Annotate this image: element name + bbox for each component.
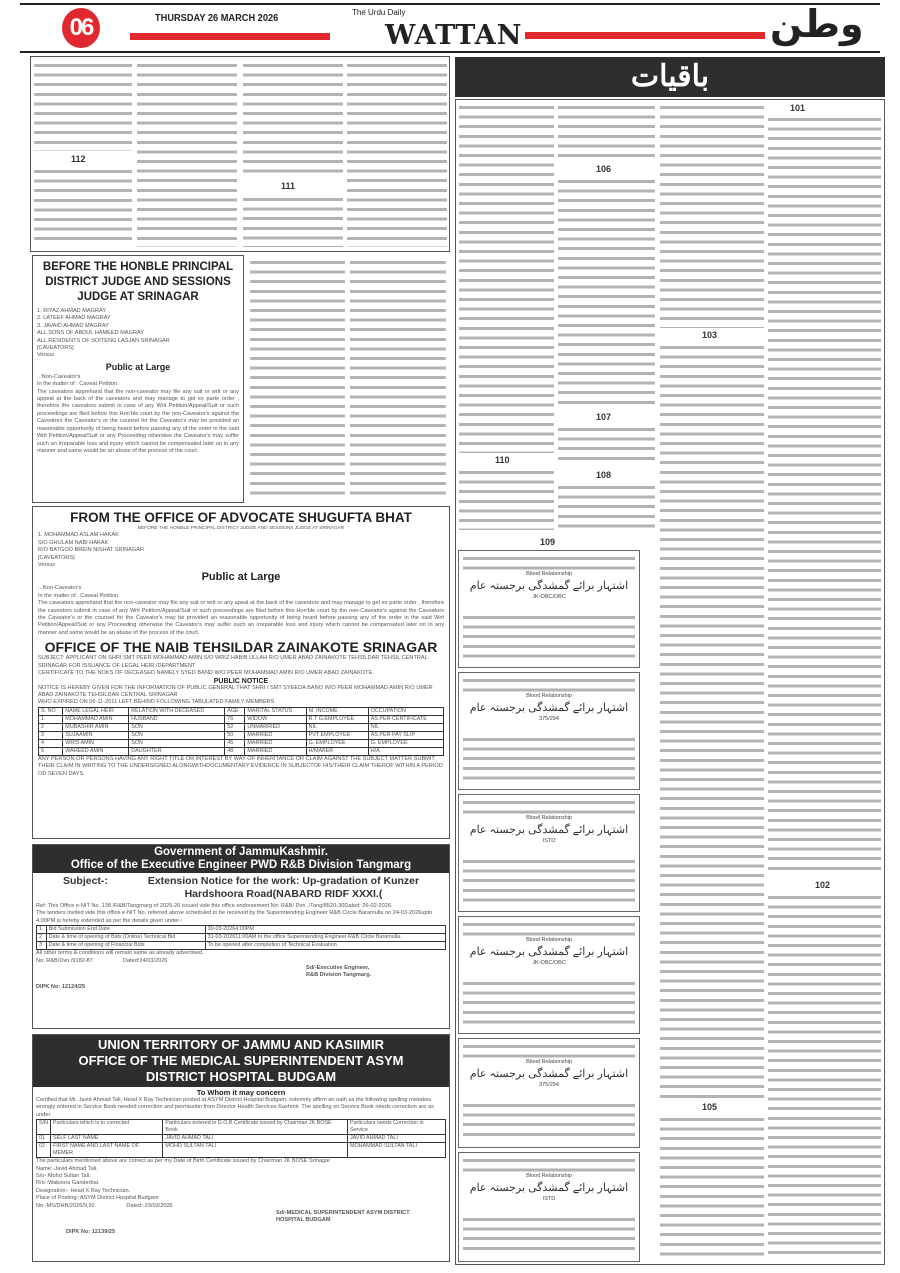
classified-heading: اشتہار برائے گمشدگی برجستہ عام xyxy=(469,824,629,836)
party-line: ALL SONS OF ABDUL HAMEED MAGRAY xyxy=(37,330,145,337)
table-cell: 02 xyxy=(37,1143,51,1158)
story-number: 103 xyxy=(702,330,718,340)
correction-table xyxy=(36,1119,446,1158)
tehsildar-title: OFFICE OF THE NAIB TEHSILDAR ZAINAKOTE SRINAGAR xyxy=(44,639,438,656)
table-cell: 2 xyxy=(37,934,47,942)
english-term: Blood Relationship xyxy=(526,1059,572,1065)
urdu-column xyxy=(660,343,764,1098)
classified-heading: اشتہار برائے گمشدگی برجستہ عام xyxy=(469,946,629,958)
page-number-badge: 06 xyxy=(62,8,100,48)
terms: All other terms & conditions will remain same as already advertised. xyxy=(36,950,204,957)
table-cell: HUSBAND xyxy=(129,715,225,723)
party-line: R/o-:Wakoora Ganderbal. xyxy=(36,1180,100,1187)
party-line: Designation:- Head X Ray Technician. xyxy=(36,1187,131,1194)
urdu-column xyxy=(558,425,655,465)
after-text: The particulars mentioned above are correct as per my Date of Birth Certificate issued by Chairman JK BOSE Srinagar xyxy=(36,1158,331,1165)
intro: The tenders invited vide this office e-NIT No. referred above scheduled to be received by the Superintending Engineer R&B Circle Baramulla on 24-03-2026upto 4.00PM is hereby extended as per the details given under-: xyxy=(36,910,433,924)
party-line: Name:-Javid Ahmad Tali. xyxy=(36,1165,98,1172)
table-cell: MOHAMMAD SULTAN TALI xyxy=(347,1143,445,1158)
classified-ad xyxy=(458,672,640,790)
classified-ad xyxy=(458,1152,640,1262)
classified-ad xyxy=(458,794,640,912)
table-row xyxy=(39,715,444,723)
matter: In the matter of : Caveat Petition. xyxy=(38,592,120,599)
urdu-column xyxy=(660,103,764,328)
party-line: S/o-:Mohd Sultan Tali. xyxy=(36,1173,91,1180)
story-number: 102 xyxy=(815,880,831,890)
legal-heirs-table xyxy=(38,707,444,756)
party-line: S/O GHULAM NABI HAKAK xyxy=(38,539,109,546)
table-cell: JAVID AHMAD TALI xyxy=(163,1135,348,1143)
tagline: The Urdu Daily xyxy=(352,8,406,17)
story-number: 109 xyxy=(540,537,556,547)
table-cell: H/A xyxy=(368,747,443,755)
header-line: UNION TERRITORY OF JAMMU AND KASIIMIR xyxy=(97,1037,384,1052)
notice-title: FROM THE OFFICE OF ADVOCATE SHUGUFTA BHAT xyxy=(70,510,412,525)
story-number: 105 xyxy=(702,1102,718,1112)
party-line: 2. LATEEF AHMAD MAGRAY xyxy=(37,315,111,322)
classified-heading: اشتہار برائے گمشدگی برجستہ عام xyxy=(469,580,629,592)
order-no: No: R&B/Dvn./9182-87 xyxy=(36,957,93,964)
table-cell: 50 xyxy=(225,731,245,739)
classified-code: JK-OBC/OBC xyxy=(532,960,566,966)
table-cell: UNMARRIED xyxy=(245,723,306,731)
table-cell: SON xyxy=(129,731,225,739)
column-header: RELATION WITH DECEASED xyxy=(129,707,225,715)
urdu-column xyxy=(660,1115,764,1261)
certificate: CERTIFICATE TO THE NOKS OF DECEASED NAMELY SYED BAND W/O PEER MOHAMMAD AMIN R/O UMER ABAD ZAINAKOTE. xyxy=(38,670,374,677)
details xyxy=(36,1166,446,1203)
classified-ad xyxy=(458,1038,640,1148)
pwd-extension-notice xyxy=(32,844,450,1029)
urdu-news-block-left xyxy=(30,56,450,252)
table-row xyxy=(37,942,446,950)
story-number: 106 xyxy=(596,164,612,174)
classified-heading: اشتہار برائے گمشدگی برجستہ عام xyxy=(469,1182,629,1194)
party-line: 3. JAVAID AHMAD MAGRAY xyxy=(37,322,109,329)
party-line: ALL RESIDENTS OF SOITENG LASJAN SRINAGAR xyxy=(37,337,170,344)
body: Certified that Mr. Javid Ahmad Tali, Head X Ray Technician posted at ASYM District Hospital Budgam, solemnly affirm an oath as the following spelling mistakes wrongly entered in Service Book needed correction and permission from Director Health Services Kashmir. The spelling on Service Book needs correction are as under. xyxy=(36,1097,434,1118)
signature: R&B Division Tangmarg. xyxy=(306,972,372,979)
classified-heading: اشتہار برائے گمشدگی برجستہ عام xyxy=(469,702,629,714)
classified-code: ISTD xyxy=(542,1196,556,1202)
table-cell: MUBASHIR AMIN xyxy=(63,723,129,731)
table-row xyxy=(37,1143,446,1158)
classified-code: 375/294 xyxy=(539,1082,559,1088)
table-cell: 3 xyxy=(39,731,63,739)
signature: HOSPITAL BUDGAM xyxy=(276,1217,331,1224)
english-term: Blood Relationship xyxy=(526,937,572,943)
caveat-notice-1 xyxy=(32,255,244,503)
matter: In the matter of : Caveat Petition. xyxy=(37,381,119,388)
respondent: Public at Large xyxy=(201,571,281,584)
table-cell: DAUGHTER xyxy=(129,747,225,755)
notice-title: BEFORE THE HONBLE PRINCIPAL DISTRICT JUDGE AND SESSIONS JUDGE AT SRINAGAR xyxy=(42,261,234,303)
section-banner: باقیات xyxy=(455,57,885,97)
red-bar-right xyxy=(525,32,765,39)
table-row xyxy=(39,731,444,739)
table-cell: 4 xyxy=(39,739,63,747)
column-header: NAME LEGAL HEIR xyxy=(63,707,129,715)
table-cell: 45 xyxy=(225,739,245,747)
subject: Extension Notice for the work: Up-gradation of Kunzer Hardshoora Road(NABARD RIDF XXXI.( xyxy=(147,875,420,900)
table-cell: AS PER PAY SLIP xyxy=(368,731,443,739)
story-number: 112 xyxy=(71,154,86,164)
subject-label: Subject-: xyxy=(63,875,108,887)
pwd-header xyxy=(33,845,449,873)
heading: To Whom it may concern xyxy=(196,1088,286,1097)
column-header: AGE xyxy=(225,707,245,715)
column-header: M. INCOME xyxy=(306,707,368,715)
table-cell: PVT EMPLOYEE xyxy=(306,731,368,739)
subject: SUBJECT: APPLICANT ON SHRI SMT PEER MOHAMMAD AMIN S/O WRIZ HABIB ULLAH R/O UMER ABAD ZAINAKOTE TEHSILDAR TEHSIL CENTRAL SRINAGAR FOR ISSUANCE OF LEGAL HEIR /DEPARTMENT xyxy=(38,655,428,669)
story-number: 111 xyxy=(281,181,296,191)
signature: Sd/-MEDICAL SUPERINTENDENT ASYM DISTRICT xyxy=(276,1210,410,1217)
table-cell: WAHEED AMIN xyxy=(63,747,129,755)
order-no: No:-MS/DHB/2026/9,92. xyxy=(36,1202,97,1209)
party-line: [CAVEATORS] xyxy=(37,345,74,352)
column-header: Particulars which is to corrected xyxy=(51,1120,163,1135)
urdu-column xyxy=(250,258,345,498)
table-cell: MOHAMMAD AMIN xyxy=(63,715,129,723)
column-header: OCCUPATION xyxy=(368,707,443,715)
table-cell: MARRIED xyxy=(245,731,306,739)
issue-date: THURSDAY 26 MARCH 2026 xyxy=(155,12,279,24)
party-line: [CAVEATORS] xyxy=(38,554,75,561)
notice-subtitle: BEFORE THE HONBLE PRINCIPAL DISTRICT JUDGE AND SESSIONS JUDGE AT SRINAGAR xyxy=(137,526,345,531)
caveat-notice-2 xyxy=(32,506,450,839)
english-term: Blood Relationship xyxy=(526,571,572,577)
english-term: Blood Relationship xyxy=(526,1173,572,1179)
dipk-number: DIPK No: 12139/25 xyxy=(66,1228,116,1235)
table-row xyxy=(39,747,444,755)
table-cell: SON xyxy=(129,723,225,731)
column-header: S/N xyxy=(37,1120,51,1135)
table-cell: 5 xyxy=(39,747,63,755)
table-cell: MARRIED xyxy=(245,747,306,755)
table-cell: 48 xyxy=(225,747,245,755)
urdu-column xyxy=(768,893,881,1261)
classified-heading: اشتہار برائے گمشدگی برجستہ عام xyxy=(469,1068,629,1080)
notice-footer: ANY PERSON OR PERSONS HAVING ANY RIGHT TITLE OR INTEREST BY WAY OF INHERITANCE OR CLAIM AGAINST THE SUBJECT MATTER SUBMIT THEIR CLAIM IN WRITING TO THE UNDERSIGNED ALONGWITHDOCUMENTARY EVIDENCE IN SUBJECTOF HIS/THEIR CLAIM THEROF WITHIN A PERIOD OD SEVEN DAYS xyxy=(38,755,443,777)
table-cell: SUJAAMIN xyxy=(63,731,129,739)
story-number: 110 xyxy=(495,455,510,465)
classified-ad xyxy=(458,550,640,668)
newspaper-name: WATTAN xyxy=(385,20,523,51)
table-cell: 2 xyxy=(39,723,63,731)
header-line: OFFICE OF THE MEDICAL SUPERINTENDENT ASYM xyxy=(78,1053,404,1068)
expired-text: WHO EXPIRED ON 06-11-2011 LEFT BEHIND FOLLOWING TABULATED FAMILY MEMBERS xyxy=(38,699,275,706)
table-cell: 30-03-20264:00PM xyxy=(205,926,445,934)
table-cell: G. EMPLOYEE xyxy=(306,739,368,747)
table-row xyxy=(37,934,446,942)
party-line: Versus xyxy=(37,352,55,359)
schedule-table xyxy=(36,925,446,950)
urdu-column xyxy=(459,468,554,530)
classified-code: 375/294 xyxy=(539,716,559,722)
column-header: MARITAL STATUS xyxy=(245,707,306,715)
table-cell: SON xyxy=(129,739,225,747)
urdu-column xyxy=(768,115,881,875)
table-cell: 3 xyxy=(37,942,47,950)
notice-body: The caveators apprehand that the non-caveator may file any suit or writ or any apeal at the back of the caveators and may manage to get ex parte order , therefore the caveators submit in case of any Writ Petition/Appeal/Suit or such proceedings are filed before this Hon'ble court by the non-Caveator's against the Caveators the Caveator's or the counsel for the Caveator's may be provided an reasonable opportunity of being heard before passing any of the order in the said Writ Petition/Appeal/Suit or any Proceeding otherwise the Caveator's may suffer such an irreparable loss and injury which cannot be compensated later on in any manner and same would be an abuse of the process of the court. xyxy=(38,600,444,636)
table-cell: FIRST NAME AND LAST NAME OF MEMER xyxy=(51,1143,163,1158)
header-line: Government of JammuKashmir. xyxy=(154,846,328,858)
table-row xyxy=(37,1135,446,1143)
table-row xyxy=(37,926,446,934)
notice-text: NOTICE IS HEREBY GIVEN FOR THE INFORMATION OF PUBLIC GENERAL THAT SHRI / SMT SYEEDA BANO W/O PEER MOHAMMAD AMIN R/O UMER ABAD ZAINAKOTE TEHSILDAR CENTRAL SRINAGAR xyxy=(38,684,433,698)
table-cell: 31-03-202611:00AM In the office Superintending Engineer R&B Circle Baramulla. xyxy=(205,934,445,942)
top-rule xyxy=(20,3,880,5)
reference: Ref: This Office e-NIT No. 138 /R&B/Tangmarg of 2025-26 issued vide this office endorsement No: R&B/ Dvn ./Tang/8520-30Dated: 26-02-2026. xyxy=(36,903,393,909)
story-number: 101 xyxy=(790,103,806,113)
table-cell: H/MAKER xyxy=(306,747,368,755)
table-cell: Bid Submission End Date xyxy=(46,926,205,934)
table-cell: 76 xyxy=(225,715,245,723)
dated: Dated:-23/03/2026 xyxy=(126,1202,173,1209)
header-line: Office of the Executive Engineer PWD R&B Division Tangmarg xyxy=(70,859,412,871)
english-term: Blood Relationship xyxy=(526,693,572,699)
table-cell: G. EMPLOYEE xyxy=(368,739,443,747)
respondent: Public at Large xyxy=(105,361,171,372)
classified-code: JK-OBC/OBC xyxy=(532,594,566,600)
notice-body: The caveators apprehand that the non-caveator may file any suit or writ or any appeal at the back of the caveators and may manage to get ex parte order , therefore the caveators submit in case of any Writ Petition/Appeal/Suit or such proceedings are filed before this Hon'ble court by the non-Caveator's against the Caveators the Caveator's or the counsel for the Caveator's may be provided an reasonable opportunity of being heard before passing any of the order in the said Writ Petition/Appeal/Suit or any Proceeding otherwise the Caveator's may suffer such an irreparable loss and injury which cannot be compensated later on in any manner and same would be an abuse of the process of the court. xyxy=(37,388,239,454)
table-cell: 01 xyxy=(37,1135,51,1143)
urdu-column xyxy=(558,177,655,409)
table-cell: R.T G.EMPLOYEE xyxy=(306,715,368,723)
column-header: S. NO xyxy=(39,707,63,715)
table-cell: MARRIED xyxy=(245,739,306,747)
column-header: Particulars entered in D.O.B Certificate issued by Chairman JK BOSE Book xyxy=(163,1120,348,1135)
table-cell: SELF LAST NAME xyxy=(51,1135,163,1143)
table-row xyxy=(39,723,444,731)
column-header: Particulars needs Correction in Service xyxy=(347,1120,445,1135)
non-caveator: ...Non-Caveator's xyxy=(37,373,81,380)
table-cell: 1. xyxy=(39,715,63,723)
party-line: 1. MOHAMMAD ASLAM HAKAK xyxy=(38,532,119,539)
medical-certificate-notice xyxy=(32,1034,450,1262)
story-number: 107 xyxy=(596,412,612,422)
table-cell: NIL xyxy=(368,723,443,731)
party-list xyxy=(38,532,444,569)
table-cell: 52 xyxy=(225,723,245,731)
table-cell: To be opened after completion of Technical Evaluation xyxy=(205,942,445,950)
story-number: 108 xyxy=(596,470,612,480)
table-cell: WRIS AMIN xyxy=(63,739,129,747)
table-cell: AS PER CERTIFICATE xyxy=(368,715,443,723)
party-line: Versus xyxy=(38,562,56,569)
table-cell: Date & time of opening of Financial Bids xyxy=(46,942,205,950)
party-line: Place of Posting-:ASYM District Hospital Budgam xyxy=(36,1195,159,1202)
urdu-column xyxy=(459,103,554,453)
public-notice-heading: PUBLIC NOTICE xyxy=(213,677,269,685)
dated: Dated:24/03/2026 xyxy=(122,957,168,964)
classified-ad xyxy=(458,916,640,1034)
party-line: R/O BATGOO BREIN NISHAT SRINAGAR xyxy=(38,547,144,554)
urdu-column xyxy=(350,258,446,498)
non-caveator: ...Non-Caveator's xyxy=(38,585,82,592)
urdu-column xyxy=(558,103,655,161)
table-row xyxy=(39,739,444,747)
table-cell: JAVID AHMAD TALI xyxy=(347,1135,445,1143)
dipk-number: DIPK No: 12124/25 xyxy=(36,983,86,990)
table-cell: MOHD SULTAN TALI xyxy=(163,1143,348,1158)
header-line: DISTRICT HOSPITAL BUDGAM xyxy=(145,1069,337,1084)
masthead-rule xyxy=(20,51,880,53)
urdu-logo: وطن xyxy=(770,2,864,46)
urdu-column xyxy=(558,483,655,528)
signature: Sd/-Executive Engineer, xyxy=(306,965,370,972)
english-term: Blood Relationship xyxy=(526,815,572,821)
table-cell: WIDOW xyxy=(245,715,306,723)
classified-code: ISTD xyxy=(542,838,556,844)
table-cell: 1 xyxy=(37,926,47,934)
medical-header xyxy=(33,1035,449,1087)
party-line: 1. RIYAZ AHMAD MAGRAY xyxy=(37,308,107,314)
party-list xyxy=(37,308,239,360)
table-cell: NIL xyxy=(306,723,368,731)
red-bar-left xyxy=(130,33,330,40)
table-cell: Date & time of opening of Bids (Online) Technical Bid xyxy=(46,934,205,942)
